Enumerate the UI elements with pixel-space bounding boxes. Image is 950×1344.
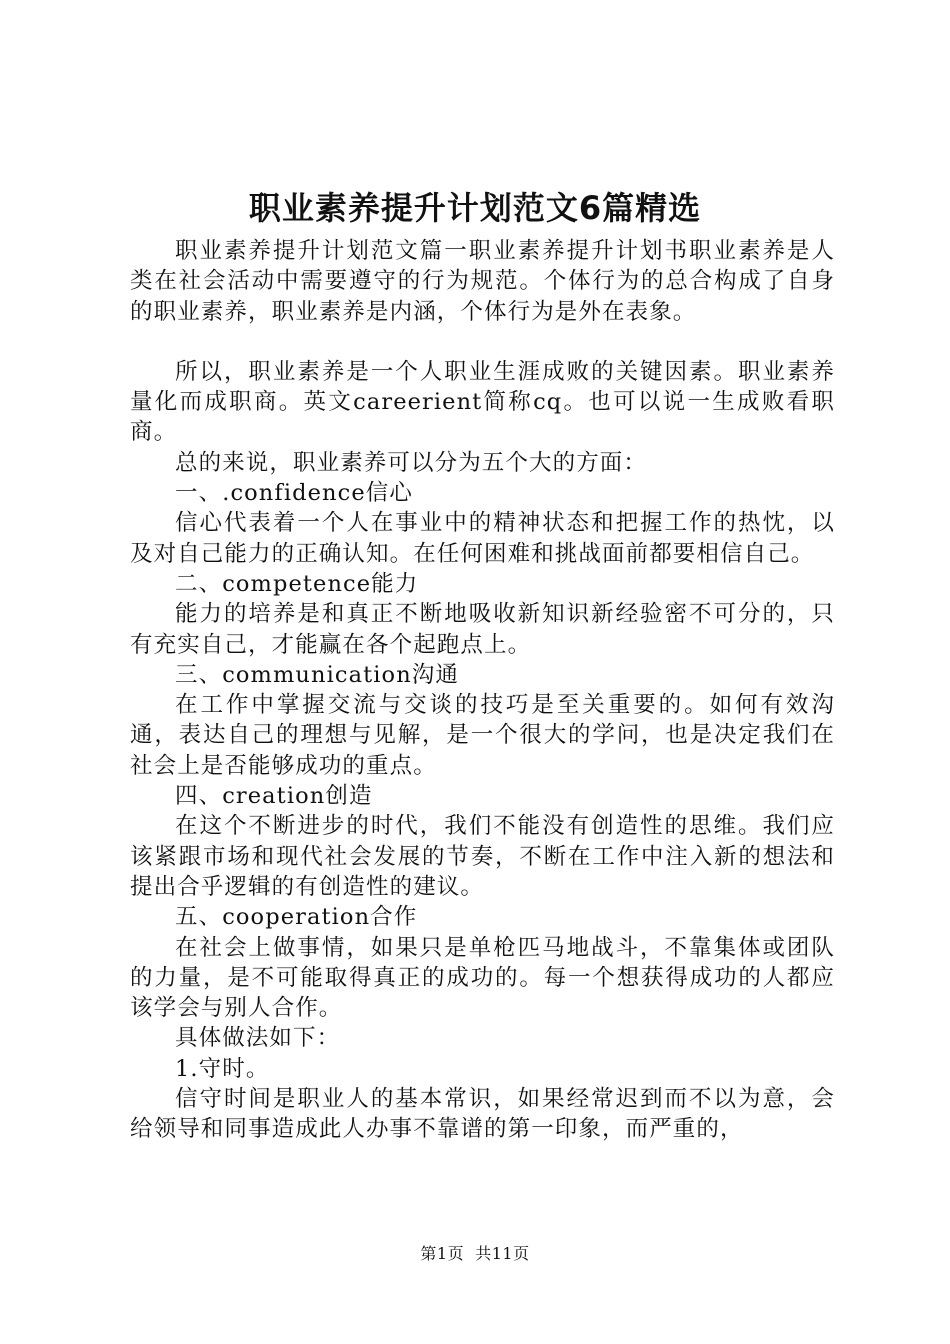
heading-creation: 四、creation创造	[175, 783, 373, 810]
page-number: 第1页 共11页	[420, 1244, 530, 1263]
paragraph-creation: 在这个不断进步的时代，我们不能没有创造性的思维。我们应该紧跟市场和现代社会发展的节奏，不断在工作中注入新的想法和提出合乎逻辑的有创造性的建议。	[130, 813, 835, 900]
document-body	[130, 236, 835, 1145]
page-footer	[0, 1244, 950, 1264]
paragraph-cooperation: 在社会上做事情，如果只是单枪匹马地战斗，不靠集体或团队的力量，是不可能取得真正的成功的。每一个想获得成功的人都应该学会与别人合作。	[130, 934, 835, 1022]
heading-communication: 三、communication沟通	[175, 661, 459, 688]
document-title: 职业素养提升计划范文6篇精选	[248, 189, 702, 227]
paragraph-communication: 在工作中掌握交流与交谈的技巧是至关重要的。如何有效沟通，表达自己的理想与见解，是一个很大的学问，也是决定我们在社会上是否能够成功的重点。	[130, 692, 835, 779]
paragraph-confidence: 信心代表着一个人在事业中的精神状态和把握工作的热忱，以及对自己能力的正确认知。在任何困难和挑战面前都要相信自己。	[130, 510, 835, 567]
paragraph-five-aspects: 总的来说，职业素养可以分为五个大的方面：	[175, 449, 648, 476]
paragraph-career-quotient: 所以，职业素养是一个人职业生涯成败的关键因素。职业素养量化而成职商。英文careerient简称cq。也可以说一生成败看职商。	[130, 358, 835, 446]
paragraph-punctuality: 信守时间是职业人的基本常识，如果经常迟到而不以为意，会给领导和同事造成此人办事不靠谱的第一印象，而严重的，	[130, 1086, 835, 1143]
heading-competence: 二、competence能力	[175, 570, 419, 597]
paragraph-competence: 能力的培养是和真正不断地吸收新知识新经验密不可分的，只有充实自己，才能赢在各个起跑点上。	[130, 601, 835, 658]
paragraph-intro: 职业素养提升计划范文篇一职业素养提升计划书职业素养是人类在社会活动中需要遵守的行为规范。个体行为的总合构成了自身的职业素养，职业素养是内涵，个体行为是外在表象。	[130, 238, 835, 325]
heading-cooperation: 五、cooperation合作	[175, 904, 418, 931]
heading-punctuality: 1.守时。	[175, 1055, 270, 1082]
paragraph-methods-intro: 具体做法如下：	[175, 1025, 341, 1052]
heading-confidence: 一、.confidence信心	[175, 480, 413, 507]
paragraph-spacer	[130, 327, 835, 357]
